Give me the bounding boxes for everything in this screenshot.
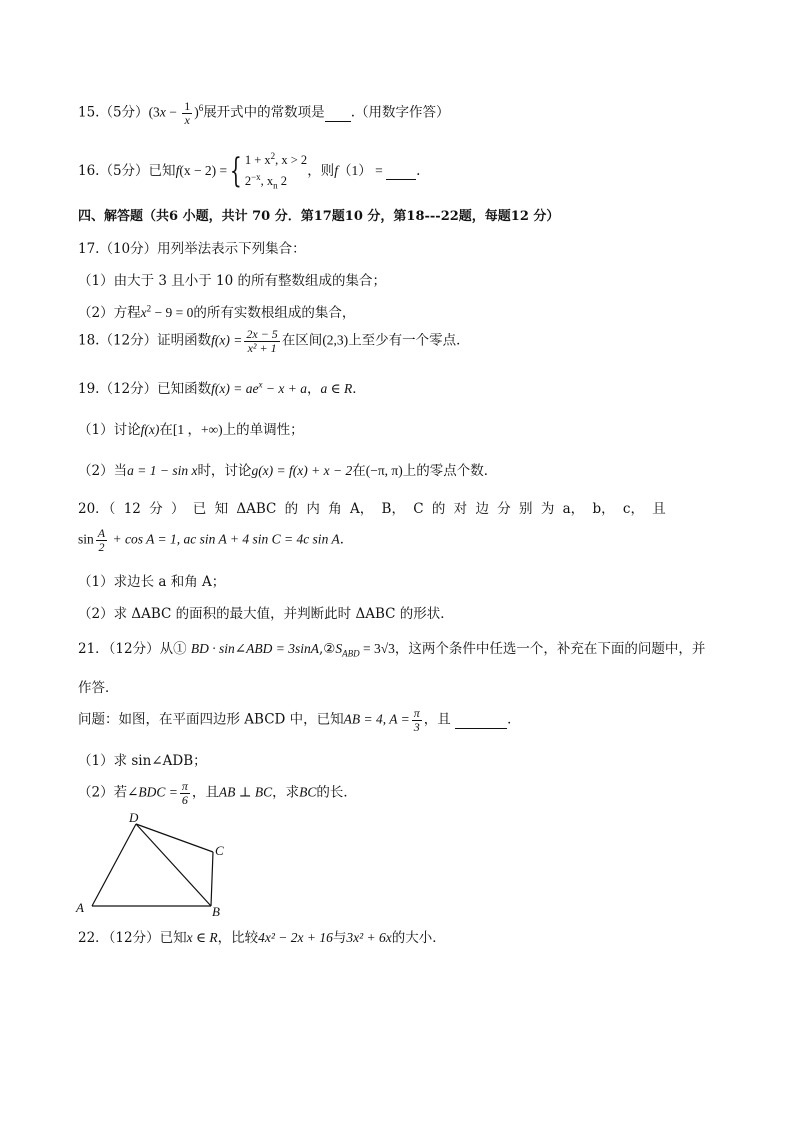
question-15: 15.（5分）(3x − $\frac{1}{x}$ )$^6$展开式中的常数项是 .（用数字作答） (78, 99, 450, 127)
question-19-part-1: （1）讨论f(x)在[1 ，+∞)上的单调性； (78, 422, 304, 438)
vertex-label-C: C (215, 843, 224, 858)
edge-DC (136, 824, 213, 852)
question-22: 22．（12分）已知x ∈ R，比较4x² − 2x + 16与3x² + 6x的大小． (78, 930, 446, 946)
vertex-label-A: A (76, 900, 84, 915)
answer-blank[interactable] (386, 163, 416, 180)
fraction: $\frac{1}{x}$ (184, 99, 191, 127)
fraction: $\frac{A}{2}$ (97, 526, 106, 554)
question-21: 21．（12分）从① BD · sin∠ABD = $3\sin A,②S_{ABD} = 3√3$，这两个条件中任选一个，补充在下面的问题中，并 (78, 641, 706, 659)
vertex-label-D: D (129, 810, 139, 825)
vertex-label-B: B (212, 904, 220, 918)
brace: { (230, 151, 242, 192)
answer-blank[interactable] (455, 712, 507, 729)
question-17-part-2: （2）方程$x^2 - 9 = 0$的所有实数根组成的集合， (78, 303, 356, 321)
quadrilateral-figure (74, 810, 234, 918)
question-20-part-2: （2）求 ΔABC 的面积的最大值，并判断此时 ΔABC 的形状． (78, 606, 454, 622)
question-17-part-1: （1）由大于 3 且小于 10 的所有整数组成的集合； (78, 273, 387, 289)
question-20-part-1: （1）求边长 a 和角 A； (78, 574, 226, 590)
question-20: 20．（ 12 分 ） 已 知 ΔABC 的 内 角 A， B， C 的 对 边 分 别 为 a， b， c， 且 (78, 501, 666, 517)
question-20-condition: sin $\frac{A}{2}$ + cos A = 1, ac sin A + 4 sin C = 4c sin A． (78, 526, 354, 554)
section-header: 四、解答题（共6 小题，共计 70 分．第17题10 分，第18---22题，每题12 分） (78, 209, 560, 224)
question-16: 16.（5分）已知f(x − 2) ={ $1 + x^2$, x > 2 $2^{-x}$, $x_n$ 2 ，则f（1） = . (78, 148, 420, 195)
question-19: 19.（12分）已知函数$f(x) = ae^x - x + a$，a ∈ R． (78, 379, 366, 397)
question-18: 18.（12分）证明函数f(x) = $\frac{2x - 5}{\text{x² + 1}}$ 在区间(2,3)上至少有一个零点． (78, 327, 470, 355)
fraction: $\frac{\pi}{6}$ (181, 779, 188, 807)
question-21-cont: 作答． (78, 680, 119, 696)
question-21-part-2: （2）若∠BDC = $\frac{\pi}{6}$ ，且AB ⊥ BC，求BC的长． (78, 779, 357, 807)
answer-blank[interactable] (325, 105, 351, 122)
question-17: 17.（10分）用列举法表示下列集合： (78, 241, 306, 257)
edge-CB (211, 852, 213, 906)
edge-DB (136, 824, 211, 906)
question-21-problem: 问题：如图，在平面四边形 ABCD 中，已知AB = 4, A = $\frac{\pi}{3}$ ，且 ． (78, 706, 521, 734)
piecewise-cases: $1 + x^2$, x > 2 $2^{-x}$, $x_n$ 2 (244, 151, 308, 191)
fraction: $\frac{2x - 5}{\text{x² + 1}}$ (246, 327, 278, 355)
fraction: $\frac{\pi}{3}$ (413, 706, 420, 734)
question-21-part-1: （1）求 sin∠ADB； (78, 753, 207, 769)
question-19-part-2: （2）当a = 1 − sin x时，讨论g(x) = f(x) + x − 2在(−π, π)上的零点个数． (78, 463, 498, 479)
edge-AD (92, 824, 136, 906)
